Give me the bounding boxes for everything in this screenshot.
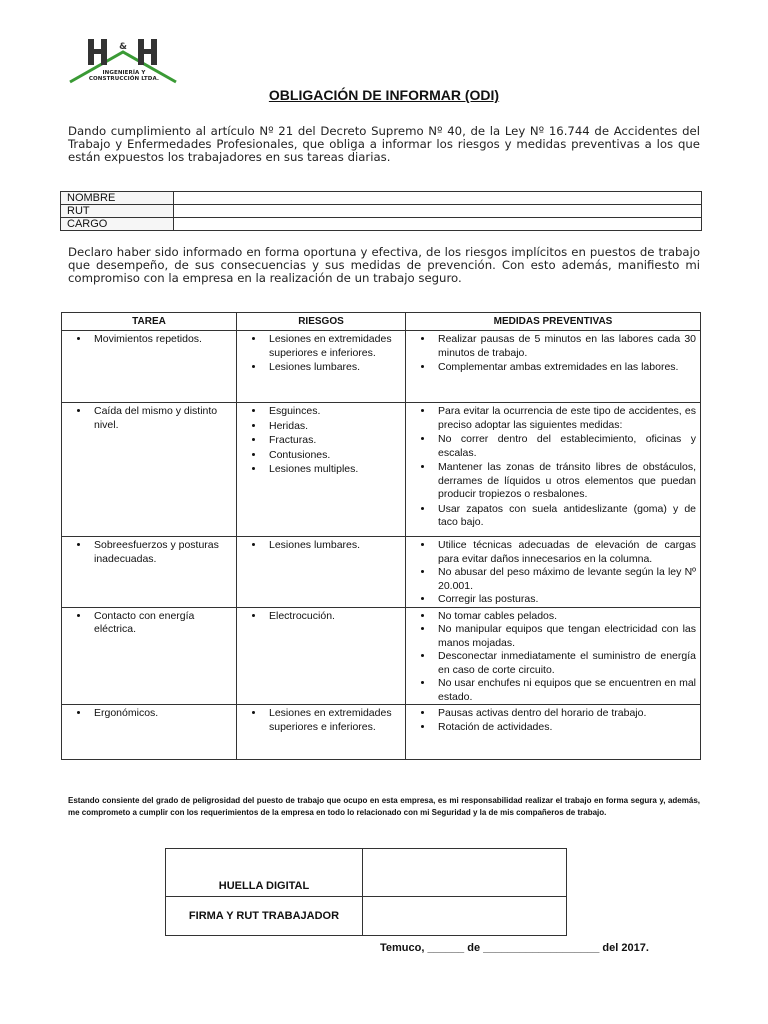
worker-id-table [60,191,702,231]
firma-label: FIRMA Y RUT TRABAJADOR [166,897,363,936]
intro-paragraph: Dando cumplimiento al artículo Nº 21 del Decreto Supremo Nº 40, de la Ley Nº 16.744 de Accidentes del Trabajo y Enfermedades Profesionales, que obliga a informar los riesgos y medidas preventivas a los que están expuestos los trabajadores en sus tareas diarias. [68,124,700,165]
medidas-cell [406,607,701,705]
declaration-paragraph: Declaro haber sido informado en forma oportuna y efectiva, de los riesgos implícitos en puestos de trabajo que desempeño, de sus consecuencias y sus medidas de prevención. Con esto además, manifiesto mi compromiso con la empresa en la realización de un trabajo seguro. [68,245,700,286]
id-label: RUT [61,205,174,218]
list-item: • Lesiones en extremidades superiores e inferiores. [265,707,401,735]
signature-table [165,848,567,936]
medidas-cell [406,403,701,537]
list-item: • Contacto con energía eléctrica. [90,610,232,638]
table-row [62,403,701,537]
list-item: • Caída del mismo y distinto nivel. [90,405,232,433]
list-item: • No manipular equipos que tengan electricidad con las manos mojadas. [434,623,696,650]
id-label: CARGO [61,218,174,231]
table-row [62,537,701,608]
firma-field[interactable] [363,897,567,936]
cargo-field[interactable] [174,218,702,231]
tarea-cell [62,331,237,403]
commitment-statement: Estando consiente del grado de peligrosidad del puesto de trabajo que ocupo en esta empresa, es mi responsabilidad realizar el trabajo en forma segura y, además, me comprometo a cumplir con los requerimientos de la empresa en todo lo relacionado con mi Seguridad y la de mis compañeros de trabajo. [68,796,700,817]
list-item: • Ergonómicos. [90,707,232,722]
logo-text-line2: CONSTRUCCIÓN LTDA. [88,76,160,82]
list-item: • Fracturas. [265,434,401,449]
medidas-cell [406,331,701,403]
riesgos-cell [237,607,406,705]
id-row-cargo [61,218,702,231]
risk-table-header [62,313,701,331]
huella-field[interactable] [363,849,567,897]
document-title: OBLIGACIÓN DE INFORMAR (ODI) [268,87,500,103]
list-item: • Usar zapatos con suela antideslizante (goma) y de taco bajo. [434,503,696,531]
medidas-cell [406,705,701,760]
table-row [62,331,701,403]
list-item: • Mantener las zonas de tránsito libres de obstáculos, derrames de líquidos u otros elementos que puedan producir tropiezos o resbalones. [434,461,696,503]
list-item: • Para evitar la ocurrencia de este tipo de accidentes, es preciso adoptar las siguientes medidas: [434,405,696,433]
tarea-cell [62,705,237,760]
riesgos-cell [237,705,406,760]
logo-ampersand: & [119,42,127,52]
list-item: • Pausas activas dentro del horario de trabajo. [434,707,696,721]
signature-row [166,849,567,897]
list-item: • Lesiones en extremidades superiores e inferiores. [265,333,401,361]
list-item: • No abusar del peso máximo de levante según la ley Nº 20.001. [434,566,696,593]
list-item: • Utilice técnicas adecuadas de elevación de cargas para evitar daños innecesarios en la columna. [434,539,696,566]
huella-label: HUELLA DIGITAL [166,849,363,897]
list-item: • No correr dentro del establecimiento, oficinas y escalas. [434,433,696,461]
logo-text [88,70,160,82]
tarea-cell [62,403,237,537]
riesgos-cell [237,403,406,537]
id-row-nombre [61,192,702,205]
tarea-cell [62,607,237,705]
list-item: • No usar enchufes ni equipos que se encuentren en mal estado. [434,677,696,704]
list-item: • Sobreesfuerzos y posturas inadecuadas. [90,539,232,567]
header-riesgos: RIESGOS [237,313,406,331]
id-row-rut [61,205,702,218]
list-item: • Contusiones. [265,449,401,464]
id-label: NOMBRE [61,192,174,205]
list-item: • Lesiones multiples. [265,463,401,478]
list-item: • Realizar pausas de 5 minutos en las labores cada 30 minutos de trabajo. [434,333,696,361]
date-line: Temuco, ______ de ___________________ del 2017. [380,942,649,954]
logo-text-line1: INGENIERÍA Y [102,70,146,76]
riesgos-cell [237,331,406,403]
header-medidas: MEDIDAS PREVENTIVAS [406,313,701,331]
signature-row [166,897,567,936]
list-item: • Electrocución. [265,610,401,625]
header-tarea: TAREA [62,313,237,331]
tarea-cell [62,537,237,608]
riesgos-cell [237,537,406,608]
list-item: • Esguinces. [265,405,401,420]
list-item: • Desconectar inmediatamente el suministro de energía en caso de corte circuito. [434,650,696,677]
list-item: • Corregir las posturas. [434,593,696,607]
list-item: • Movimientos repetidos. [90,333,232,348]
list-item: • Heridas. [265,420,401,435]
nombre-field[interactable] [174,192,702,205]
table-row [62,607,701,705]
list-item: • Lesiones lumbares. [265,539,401,554]
risk-table [61,312,701,760]
table-row [62,705,701,760]
list-item: • No tomar cables pelados. [434,610,696,624]
medidas-cell [406,537,701,608]
list-item: • Rotación de actividades. [434,721,696,735]
list-item: • Complementar ambas extremidades en las labores. [434,361,696,376]
list-item: • Lesiones lumbares. [265,361,401,376]
rut-field[interactable] [174,205,702,218]
